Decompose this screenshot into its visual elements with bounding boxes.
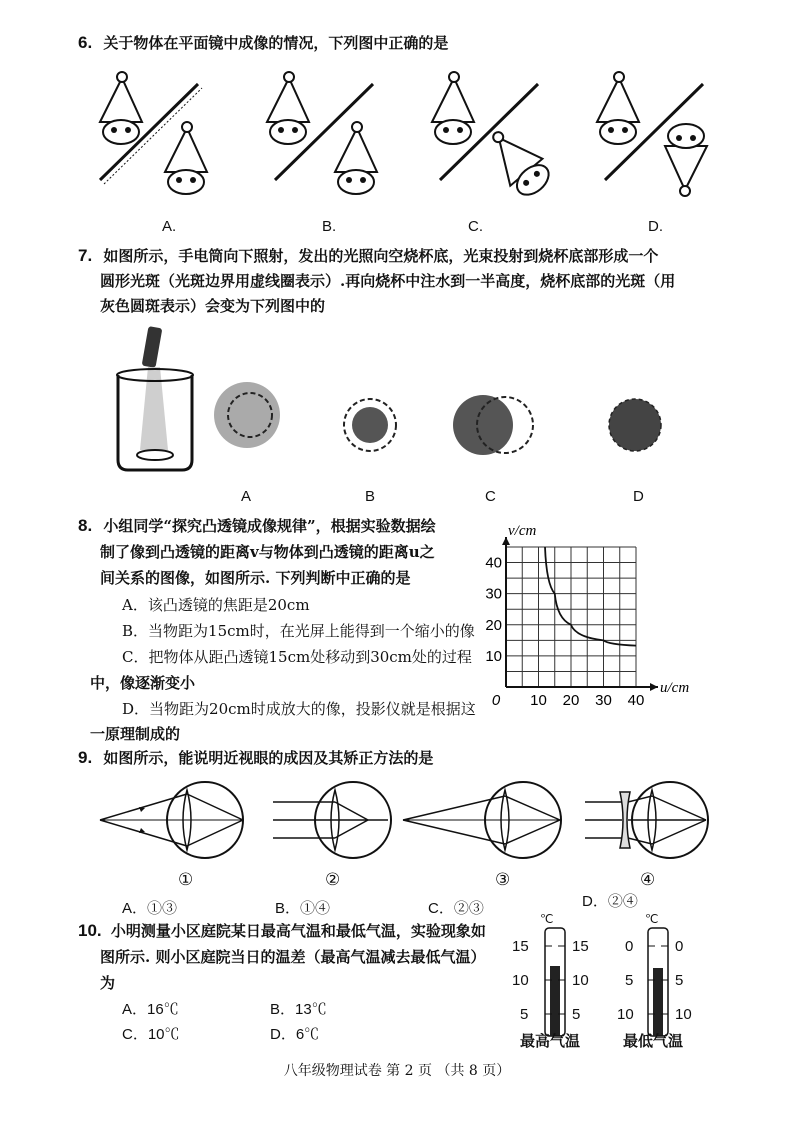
q9-option-b[interactable]: B．①④ xyxy=(275,900,331,917)
q7-text-line2: 圆形光斑（光斑边界用虚线圈表示）.再向烧杯中注水到一半高度，烧杯底部的光斑（用 xyxy=(100,272,676,290)
q8-option-c-cont: 中，像逐渐变小 xyxy=(90,674,196,692)
clown-image-icon xyxy=(165,122,207,194)
q7-option-c-figure xyxy=(450,390,540,460)
q9-eye-figure-3 xyxy=(398,780,568,860)
q7-option-a-figure xyxy=(212,380,282,450)
q9-option-c[interactable]: C．②③ xyxy=(428,900,484,917)
q10-stem-line1 xyxy=(78,920,486,941)
q9-figure-label-3: ③ xyxy=(495,870,511,889)
y-axis-label: v/cm xyxy=(508,523,537,539)
clown-object-icon xyxy=(100,72,142,144)
q6-figure-c xyxy=(420,62,570,202)
thermo-min-tick-left-5: 5 xyxy=(625,972,634,989)
q7-option-c[interactable]: C xyxy=(485,488,496,505)
q9-figure-label-1: ① xyxy=(178,870,194,889)
q10-thermometer-max xyxy=(510,912,600,1052)
q6-stem xyxy=(78,32,448,53)
q6-option-c[interactable]: C. xyxy=(468,218,483,235)
q7-stem-line1 xyxy=(78,245,658,266)
q9-figure-label-4: ④ xyxy=(640,870,656,889)
q9-eye-figure-4 xyxy=(580,780,715,860)
clown-object-icon xyxy=(432,72,474,144)
q8-number: 8. xyxy=(78,516,93,535)
thermo-max-tick-right-15: 15 xyxy=(572,938,589,955)
q10-text-line1: 小明测量小区庭院某日最高气温和最低气温，实验现象如 xyxy=(110,922,486,940)
q9-option-a[interactable]: A．①③ xyxy=(122,900,178,917)
clown-image-icon xyxy=(665,124,707,196)
thermo-min-tick-left-10: 10 xyxy=(617,1006,634,1023)
x-tick-label: 40 xyxy=(627,692,645,709)
clown-object-icon xyxy=(597,72,639,144)
thermo-min-unit: ℃ xyxy=(645,912,659,926)
q6-text: 关于物体在平面镜中成像的情况，下列图中正确的是 xyxy=(103,34,449,52)
q9-text: 如图所示，能说明近视眼的成因及其矫正方法的是 xyxy=(103,749,434,767)
y-tick-label: 10 xyxy=(485,647,502,665)
q8-stem-line1 xyxy=(78,515,436,536)
q8-chart xyxy=(478,515,708,715)
q8-text-line1: 小组同学“探究凸透镜成像规律”，根据实验数据绘 xyxy=(103,517,436,535)
thermo-max-tick-left-15: 15 xyxy=(512,938,529,955)
x-tick-label: 0 xyxy=(491,692,501,709)
thermo-max-tick-left-5: 5 xyxy=(520,1006,529,1023)
q10-option-c[interactable]: C．10℃ xyxy=(122,1026,180,1043)
thermo-max-tick-left-10: 10 xyxy=(512,972,529,989)
series-line xyxy=(545,547,636,646)
q7-text-line1: 如图所示，手电筒向下照射，发出的光照向空烧杯底，光束投射到烧杯底部形成一个 xyxy=(103,247,659,265)
clown-image-icon xyxy=(335,122,377,194)
y-tick-label: 40 xyxy=(485,554,502,572)
x-axis-label: u/cm xyxy=(660,680,690,696)
thermo-min-caption: 最低气温 xyxy=(623,1032,684,1050)
q9-option-d[interactable]: D．②④ xyxy=(582,893,638,910)
q8-text-line2: 制了像到凸透镜的距离v与物体到凸透镜的距离u之 xyxy=(100,543,435,561)
y-tick-label: 30 xyxy=(485,585,502,603)
q7-option-a[interactable]: A xyxy=(241,488,252,505)
q6-figure-b xyxy=(255,62,405,202)
q10-number: 10. xyxy=(78,921,102,940)
q6-option-d[interactable]: D. xyxy=(648,218,663,235)
q9-number: 9. xyxy=(78,748,93,767)
thermo-min-tick-right-10: 10 xyxy=(675,1006,692,1023)
q8-option-a[interactable]: A．该凸透镜的焦距是20cm xyxy=(122,596,310,614)
q9-eye-figure-2 xyxy=(268,780,398,860)
q10-thermometer-min xyxy=(615,912,705,1052)
q10-text-line3: 为 xyxy=(100,974,116,992)
q6-number: 6. xyxy=(78,33,93,52)
q7-text-line3: 灰色圆斑表示）会变为下列图中的 xyxy=(100,297,326,315)
q7-option-b-figure xyxy=(340,395,400,455)
x-axis-arrow xyxy=(650,683,658,691)
q7-option-d[interactable]: D xyxy=(633,488,644,505)
q7-beaker-figure xyxy=(110,325,200,475)
thermo-max-tick-right-10: 10 xyxy=(572,972,589,989)
q9-figure-label-2: ② xyxy=(325,870,341,889)
q6-figure-a xyxy=(80,62,230,202)
q7-option-d-figure xyxy=(605,395,665,455)
thermo-max-tick-right-5: 5 xyxy=(572,1006,581,1023)
q6-option-b[interactable]: B. xyxy=(322,218,337,235)
x-tick-label: 10 xyxy=(530,692,547,709)
q10-option-a[interactable]: A．16℃ xyxy=(122,1001,179,1018)
q8-option-d-cont: 一原理制成的 xyxy=(90,725,181,743)
page-footer: 八年级物理试卷 第 2 页 （共 8 页） xyxy=(283,1063,511,1079)
thermo-min-tick-left-0: 0 xyxy=(625,938,634,955)
q10-option-d[interactable]: D．6℃ xyxy=(270,1026,320,1043)
x-tick-label: 20 xyxy=(562,692,580,709)
thermo-max-unit: ℃ xyxy=(540,912,554,926)
thermo-max-caption: 最高气温 xyxy=(520,1032,581,1050)
q7-option-b[interactable]: B xyxy=(365,488,376,505)
y-tick-label: 20 xyxy=(485,616,502,634)
q6-figure-d xyxy=(585,62,735,202)
x-tick-label: 30 xyxy=(595,692,612,709)
q9-eye-figure-1 xyxy=(95,780,260,860)
q8-option-b[interactable]: B．当物距为15cm时，在光屏上能得到一个缩小的像 xyxy=(122,622,475,640)
thermometer-max-icon xyxy=(540,928,570,1038)
q6-option-a[interactable]: A. xyxy=(162,218,177,235)
clown-object-icon xyxy=(267,72,309,144)
q8-option-d[interactable]: D．当物距为20cm时成放大的像，投影仪就是根据这 xyxy=(122,700,476,718)
thermo-min-tick-right-0: 0 xyxy=(675,938,684,955)
q8-text-line3: 间关系的图像，如图所示. 下列判断中正确的是 xyxy=(100,569,411,587)
thermometer-min-icon xyxy=(643,928,673,1038)
q7-number: 7. xyxy=(78,246,93,265)
q10-text-line2: 图所示. 则小区庭院当日的温差（最高气温减去最低气温） xyxy=(100,948,486,966)
q9-stem xyxy=(78,747,433,768)
thermo-min-tick-right-5: 5 xyxy=(675,972,684,989)
q8-option-c[interactable]: C．把物体从距凸透镜15cm处移动到30cm处的过程 xyxy=(122,648,472,666)
q10-option-b[interactable]: B．13℃ xyxy=(270,1001,327,1018)
